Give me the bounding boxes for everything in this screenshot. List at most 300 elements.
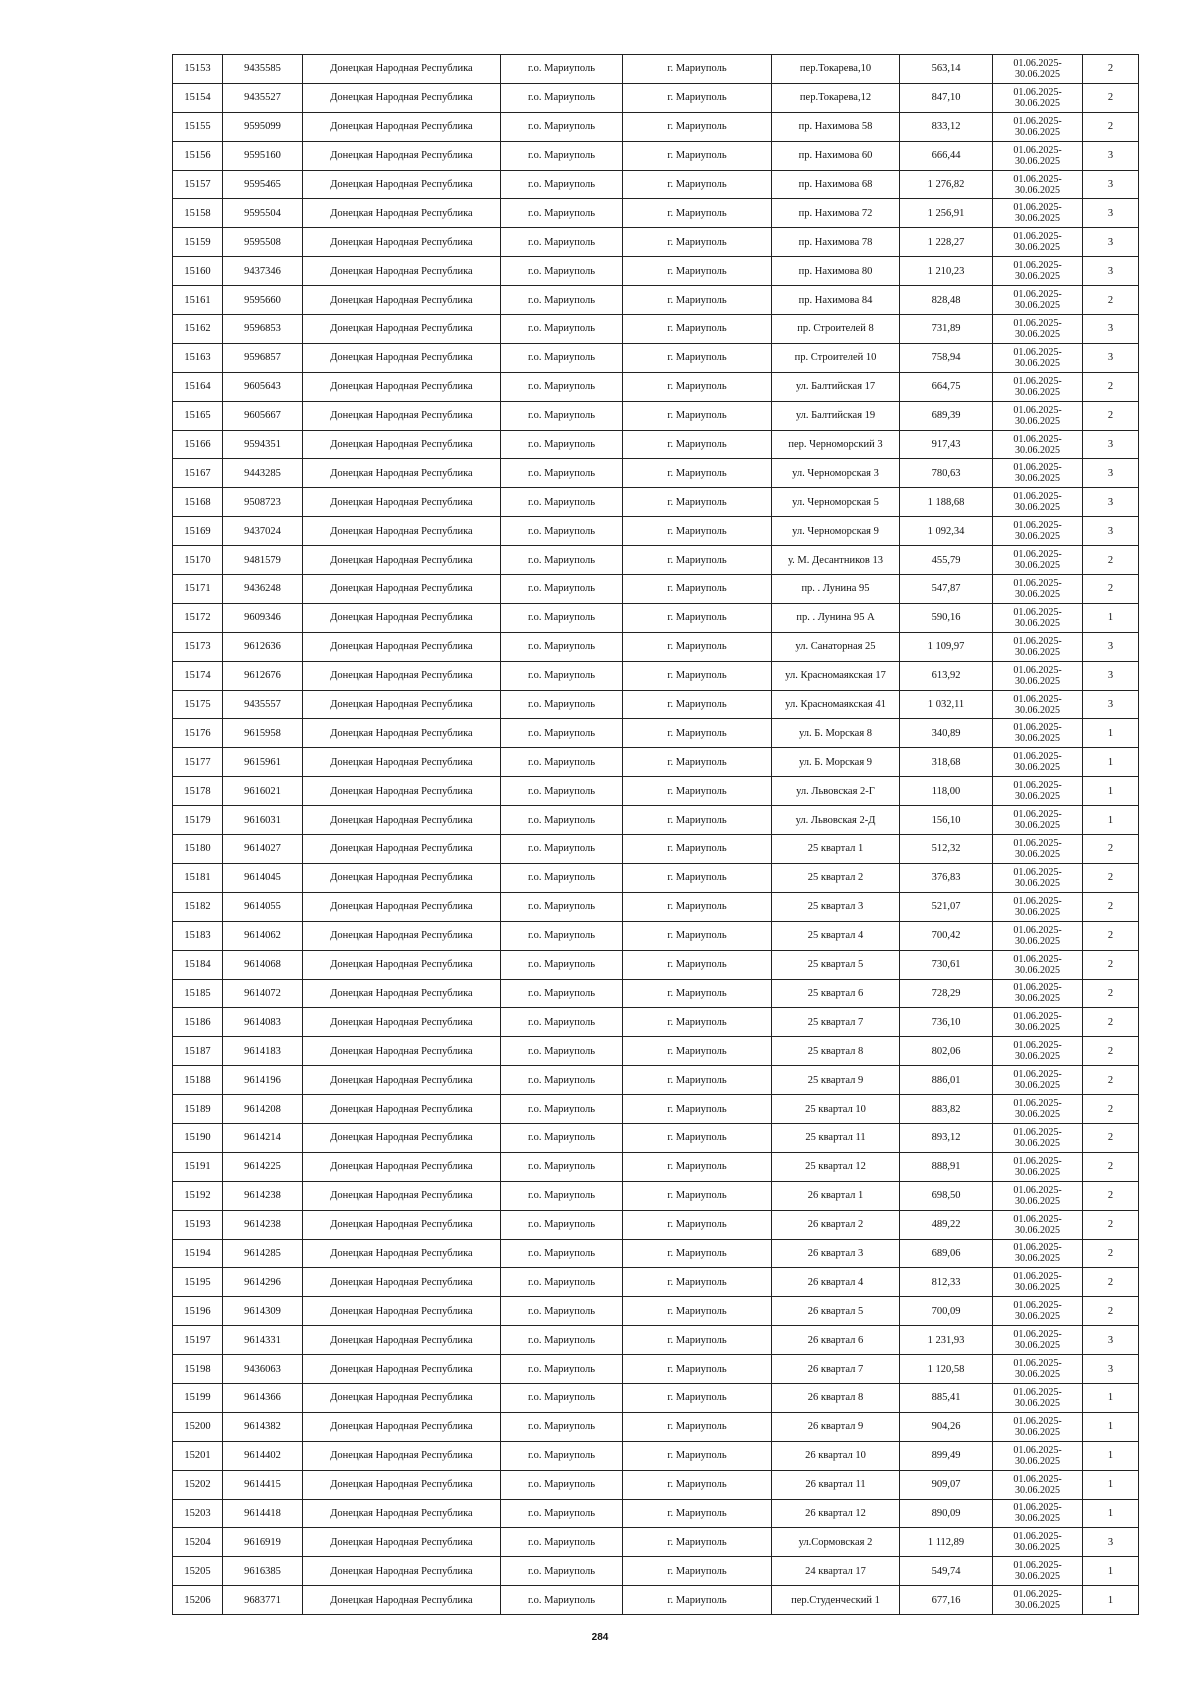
area-cell: 1 231,93 bbox=[900, 1326, 993, 1355]
region-cell: Донецкая Народная Республика bbox=[303, 257, 501, 286]
city-cell: г. Мариуполь bbox=[623, 921, 772, 950]
address-cell: 25 квартал 12 bbox=[772, 1152, 900, 1181]
table-row bbox=[173, 1528, 1139, 1557]
address-cell: 26 квартал 2 bbox=[772, 1210, 900, 1239]
period-cell bbox=[993, 1066, 1083, 1095]
region-cell: Донецкая Народная Республика bbox=[303, 950, 501, 979]
table-row bbox=[173, 83, 1139, 112]
address-cell: пр. Нахимова 72 bbox=[772, 199, 900, 228]
address-cell: ул. Львовская 2-Д bbox=[772, 806, 900, 835]
city-cell: г. Мариуполь bbox=[623, 719, 772, 748]
period-cell bbox=[993, 1355, 1083, 1384]
city-cell: г. Мариуполь bbox=[623, 546, 772, 575]
row-number: 15176 bbox=[173, 719, 223, 748]
category-cell: 3 bbox=[1083, 199, 1139, 228]
table-row bbox=[173, 141, 1139, 170]
row-number: 15161 bbox=[173, 286, 223, 315]
municipality-cell: г.о. Мариуполь bbox=[501, 661, 623, 690]
table-row bbox=[173, 1095, 1139, 1124]
area-cell: 1 109,97 bbox=[900, 632, 993, 661]
table-row bbox=[173, 430, 1139, 459]
period-cell bbox=[993, 1008, 1083, 1037]
row-number: 15198 bbox=[173, 1355, 223, 1384]
period-start: 01.06.2025- bbox=[1013, 1040, 1062, 1052]
municipality-cell: г.о. Мариуполь bbox=[501, 603, 623, 632]
region-cell: Донецкая Народная Республика bbox=[303, 1181, 501, 1210]
period-end: 30.06.2025 bbox=[1015, 820, 1060, 832]
row-number: 15157 bbox=[173, 170, 223, 199]
period-start: 01.06.2025- bbox=[1013, 606, 1062, 618]
address-cell: ул. Б. Морская 9 bbox=[772, 748, 900, 777]
period-cell bbox=[993, 690, 1083, 719]
address-cell: ул. Балтийская 19 bbox=[772, 401, 900, 430]
address-cell: 25 квартал 11 bbox=[772, 1123, 900, 1152]
address-cell: пр. . Лунина 95 bbox=[772, 575, 900, 604]
object-id: 9614055 bbox=[223, 892, 303, 921]
period-start: 01.06.2025- bbox=[1013, 462, 1062, 474]
category-cell: 2 bbox=[1083, 1095, 1139, 1124]
municipality-cell: г.о. Мариуполь bbox=[501, 517, 623, 546]
period-start: 01.06.2025- bbox=[1013, 520, 1062, 532]
region-cell: Донецкая Народная Республика bbox=[303, 748, 501, 777]
period-end: 30.06.2025 bbox=[1015, 357, 1060, 369]
address-cell: 26 квартал 9 bbox=[772, 1412, 900, 1441]
category-cell: 1 bbox=[1083, 1499, 1139, 1528]
area-cell: 340,89 bbox=[900, 719, 993, 748]
table-body bbox=[173, 55, 1139, 1615]
row-number: 15164 bbox=[173, 372, 223, 401]
object-id: 9596857 bbox=[223, 343, 303, 372]
row-number: 15192 bbox=[173, 1181, 223, 1210]
object-id: 9616919 bbox=[223, 1528, 303, 1557]
period-end: 30.06.2025 bbox=[1015, 1166, 1060, 1178]
municipality-cell: г.о. Мариуполь bbox=[501, 1239, 623, 1268]
region-cell: Донецкая Народная Республика bbox=[303, 1586, 501, 1615]
table-row bbox=[173, 661, 1139, 690]
municipality-cell: г.о. Мариуполь bbox=[501, 1268, 623, 1297]
address-cell: ул. Черноморская 9 bbox=[772, 517, 900, 546]
table-row bbox=[173, 719, 1139, 748]
table-row bbox=[173, 690, 1139, 719]
area-cell: 893,12 bbox=[900, 1123, 993, 1152]
region-cell: Донецкая Народная Республика bbox=[303, 1268, 501, 1297]
period-end: 30.06.2025 bbox=[1015, 588, 1060, 600]
area-cell: 689,06 bbox=[900, 1239, 993, 1268]
period-end: 30.06.2025 bbox=[1015, 242, 1060, 254]
region-cell: Донецкая Народная Республика bbox=[303, 921, 501, 950]
period-cell bbox=[993, 863, 1083, 892]
period-cell bbox=[993, 1326, 1083, 1355]
area-cell: 847,10 bbox=[900, 83, 993, 112]
period-cell bbox=[993, 1181, 1083, 1210]
period-end: 30.06.2025 bbox=[1015, 1224, 1060, 1236]
region-cell: Донецкая Народная Республика bbox=[303, 517, 501, 546]
area-cell: 1 120,58 bbox=[900, 1355, 993, 1384]
region-cell: Донецкая Народная Республика bbox=[303, 372, 501, 401]
table-row bbox=[173, 863, 1139, 892]
table-row bbox=[173, 315, 1139, 344]
city-cell: г. Мариуполь bbox=[623, 835, 772, 864]
period-start: 01.06.2025- bbox=[1013, 1011, 1062, 1023]
table-row bbox=[173, 1037, 1139, 1066]
table-row bbox=[173, 1066, 1139, 1095]
period-start: 01.06.2025- bbox=[1013, 375, 1062, 387]
table-row bbox=[173, 1152, 1139, 1181]
period-cell bbox=[993, 661, 1083, 690]
period-cell bbox=[993, 112, 1083, 141]
category-cell: 2 bbox=[1083, 921, 1139, 950]
period-cell bbox=[993, 1528, 1083, 1557]
object-id: 9436063 bbox=[223, 1355, 303, 1384]
category-cell: 3 bbox=[1083, 1355, 1139, 1384]
category-cell: 3 bbox=[1083, 632, 1139, 661]
period-cell bbox=[993, 1557, 1083, 1586]
area-cell: 489,22 bbox=[900, 1210, 993, 1239]
municipality-cell: г.о. Мариуполь bbox=[501, 170, 623, 199]
municipality-cell: г.о. Мариуполь bbox=[501, 1210, 623, 1239]
address-cell: 25 квартал 7 bbox=[772, 1008, 900, 1037]
period-start: 01.06.2025- bbox=[1013, 1069, 1062, 1081]
city-cell: г. Мариуполь bbox=[623, 892, 772, 921]
period-end: 30.06.2025 bbox=[1015, 1369, 1060, 1381]
address-cell: 25 квартал 10 bbox=[772, 1095, 900, 1124]
municipality-cell: г.о. Мариуполь bbox=[501, 343, 623, 372]
period-cell bbox=[993, 603, 1083, 632]
region-cell: Донецкая Народная Республика bbox=[303, 488, 501, 517]
city-cell: г. Мариуполь bbox=[623, 1268, 772, 1297]
area-cell: 1 032,11 bbox=[900, 690, 993, 719]
period-cell bbox=[993, 1268, 1083, 1297]
object-id: 9595508 bbox=[223, 228, 303, 257]
table-row bbox=[173, 575, 1139, 604]
period-start: 01.06.2025- bbox=[1013, 1560, 1062, 1572]
table-row bbox=[173, 1008, 1139, 1037]
region-cell: Донецкая Народная Республика bbox=[303, 112, 501, 141]
row-number: 15194 bbox=[173, 1239, 223, 1268]
table-row bbox=[173, 372, 1139, 401]
object-id: 9594351 bbox=[223, 430, 303, 459]
period-start: 01.06.2025- bbox=[1013, 780, 1062, 792]
category-cell: 1 bbox=[1083, 748, 1139, 777]
municipality-cell: г.о. Мариуполь bbox=[501, 112, 623, 141]
area-cell: 1 210,23 bbox=[900, 257, 993, 286]
address-cell: ул. Львовская 2-Г bbox=[772, 777, 900, 806]
period-end: 30.06.2025 bbox=[1015, 473, 1060, 485]
period-end: 30.06.2025 bbox=[1015, 328, 1060, 340]
table-row bbox=[173, 1499, 1139, 1528]
area-cell: 885,41 bbox=[900, 1383, 993, 1412]
address-cell: ул. Красномаякская 41 bbox=[772, 690, 900, 719]
category-cell: 2 bbox=[1083, 950, 1139, 979]
period-end: 30.06.2025 bbox=[1015, 733, 1060, 745]
period-start: 01.06.2025- bbox=[1013, 1242, 1062, 1254]
municipality-cell: г.о. Мариуполь bbox=[501, 1297, 623, 1326]
area-cell: 802,06 bbox=[900, 1037, 993, 1066]
row-number: 15159 bbox=[173, 228, 223, 257]
category-cell: 2 bbox=[1083, 1066, 1139, 1095]
period-start: 01.06.2025- bbox=[1013, 1444, 1062, 1456]
table-row bbox=[173, 401, 1139, 430]
row-number: 15170 bbox=[173, 546, 223, 575]
period-end: 30.06.2025 bbox=[1015, 646, 1060, 658]
period-cell bbox=[993, 1037, 1083, 1066]
city-cell: г. Мариуполь bbox=[623, 950, 772, 979]
category-cell: 1 bbox=[1083, 1441, 1139, 1470]
municipality-cell: г.о. Мариуполь bbox=[501, 1008, 623, 1037]
object-id: 9614062 bbox=[223, 921, 303, 950]
row-number: 15202 bbox=[173, 1470, 223, 1499]
city-cell: г. Мариуполь bbox=[623, 1412, 772, 1441]
table-row bbox=[173, 1268, 1139, 1297]
municipality-cell: г.о. Мариуполь bbox=[501, 1123, 623, 1152]
row-number: 15186 bbox=[173, 1008, 223, 1037]
address-cell: пр. Нахимова 60 bbox=[772, 141, 900, 170]
category-cell: 2 bbox=[1083, 112, 1139, 141]
row-number: 15153 bbox=[173, 55, 223, 84]
period-end: 30.06.2025 bbox=[1015, 1051, 1060, 1063]
area-cell: 1 188,68 bbox=[900, 488, 993, 517]
category-cell: 3 bbox=[1083, 228, 1139, 257]
row-number: 15162 bbox=[173, 315, 223, 344]
category-cell: 3 bbox=[1083, 141, 1139, 170]
table-row bbox=[173, 257, 1139, 286]
region-cell: Донецкая Народная Республика bbox=[303, 1297, 501, 1326]
municipality-cell: г.о. Мариуполь bbox=[501, 690, 623, 719]
area-cell: 758,94 bbox=[900, 343, 993, 372]
period-cell bbox=[993, 1470, 1083, 1499]
object-id: 9615961 bbox=[223, 748, 303, 777]
region-cell: Донецкая Народная Республика bbox=[303, 141, 501, 170]
object-id: 9612676 bbox=[223, 661, 303, 690]
area-cell: 731,89 bbox=[900, 315, 993, 344]
category-cell: 2 bbox=[1083, 1268, 1139, 1297]
row-number: 15158 bbox=[173, 199, 223, 228]
table-row bbox=[173, 921, 1139, 950]
city-cell: г. Мариуполь bbox=[623, 1528, 772, 1557]
category-cell: 2 bbox=[1083, 1297, 1139, 1326]
period-end: 30.06.2025 bbox=[1015, 68, 1060, 80]
city-cell: г. Мариуполь bbox=[623, 228, 772, 257]
municipality-cell: г.о. Мариуполь bbox=[501, 892, 623, 921]
category-cell: 3 bbox=[1083, 661, 1139, 690]
row-number: 15173 bbox=[173, 632, 223, 661]
object-id: 9614083 bbox=[223, 1008, 303, 1037]
period-end: 30.06.2025 bbox=[1015, 848, 1060, 860]
period-cell bbox=[993, 83, 1083, 112]
row-number: 15182 bbox=[173, 892, 223, 921]
address-cell: 26 квартал 5 bbox=[772, 1297, 900, 1326]
city-cell: г. Мариуполь bbox=[623, 1499, 772, 1528]
municipality-cell: г.о. Мариуполь bbox=[501, 286, 623, 315]
period-start: 01.06.2025- bbox=[1013, 144, 1062, 156]
period-end: 30.06.2025 bbox=[1015, 1484, 1060, 1496]
table-row bbox=[173, 1326, 1139, 1355]
object-id: 9614045 bbox=[223, 863, 303, 892]
object-id: 9614402 bbox=[223, 1441, 303, 1470]
period-end: 30.06.2025 bbox=[1015, 415, 1060, 427]
row-number: 15163 bbox=[173, 343, 223, 372]
address-cell: 26 квартал 1 bbox=[772, 1181, 900, 1210]
period-end: 30.06.2025 bbox=[1015, 675, 1060, 687]
region-cell: Донецкая Народная Республика bbox=[303, 228, 501, 257]
row-number: 15156 bbox=[173, 141, 223, 170]
municipality-cell: г.о. Мариуполь bbox=[501, 835, 623, 864]
row-number: 15204 bbox=[173, 1528, 223, 1557]
address-cell: ул.Сормовская 2 bbox=[772, 1528, 900, 1557]
area-cell: 547,87 bbox=[900, 575, 993, 604]
region-cell: Донецкая Народная Республика bbox=[303, 863, 501, 892]
object-id: 9614238 bbox=[223, 1181, 303, 1210]
municipality-cell: г.о. Мариуполь bbox=[501, 1355, 623, 1384]
region-cell: Донецкая Народная Республика bbox=[303, 199, 501, 228]
address-cell: 25 квартал 1 bbox=[772, 835, 900, 864]
municipality-cell: г.о. Мариуполь bbox=[501, 863, 623, 892]
period-cell bbox=[993, 170, 1083, 199]
object-id: 9595160 bbox=[223, 141, 303, 170]
area-cell: 1 092,34 bbox=[900, 517, 993, 546]
municipality-cell: г.о. Мариуполь bbox=[501, 979, 623, 1008]
address-cell: 25 квартал 3 bbox=[772, 892, 900, 921]
city-cell: г. Мариуполь bbox=[623, 1586, 772, 1615]
period-end: 30.06.2025 bbox=[1015, 1137, 1060, 1149]
object-id: 9614208 bbox=[223, 1095, 303, 1124]
category-cell: 2 bbox=[1083, 1181, 1139, 1210]
period-end: 30.06.2025 bbox=[1015, 1311, 1060, 1323]
city-cell: г. Мариуполь bbox=[623, 343, 772, 372]
address-cell: пр. Строителей 8 bbox=[772, 315, 900, 344]
municipality-cell: г.о. Мариуполь bbox=[501, 83, 623, 112]
period-cell bbox=[993, 141, 1083, 170]
area-cell: 730,61 bbox=[900, 950, 993, 979]
region-cell: Донецкая Народная Республика bbox=[303, 343, 501, 372]
table-row bbox=[173, 1181, 1139, 1210]
city-cell: г. Мариуполь bbox=[623, 1123, 772, 1152]
period-end: 30.06.2025 bbox=[1015, 1426, 1060, 1438]
municipality-cell: г.о. Мариуполь bbox=[501, 55, 623, 84]
period-start: 01.06.2025- bbox=[1013, 57, 1062, 69]
object-id: 9435527 bbox=[223, 83, 303, 112]
period-start: 01.06.2025- bbox=[1013, 837, 1062, 849]
category-cell: 1 bbox=[1083, 1383, 1139, 1412]
object-id: 9614382 bbox=[223, 1412, 303, 1441]
region-cell: Донецкая Народная Республика bbox=[303, 1326, 501, 1355]
region-cell: Донецкая Народная Республика bbox=[303, 835, 501, 864]
period-start: 01.06.2025- bbox=[1013, 1358, 1062, 1370]
period-start: 01.06.2025- bbox=[1013, 751, 1062, 763]
area-cell: 700,42 bbox=[900, 921, 993, 950]
area-cell: 812,33 bbox=[900, 1268, 993, 1297]
address-cell: пр. Нахимова 78 bbox=[772, 228, 900, 257]
area-cell: 677,16 bbox=[900, 1586, 993, 1615]
category-cell: 2 bbox=[1083, 835, 1139, 864]
city-cell: г. Мариуполь bbox=[623, 1441, 772, 1470]
region-cell: Донецкая Народная Республика bbox=[303, 690, 501, 719]
table-row bbox=[173, 1586, 1139, 1615]
period-start: 01.06.2025- bbox=[1013, 1502, 1062, 1514]
region-cell: Донецкая Народная Республика bbox=[303, 1210, 501, 1239]
area-cell: 549,74 bbox=[900, 1557, 993, 1586]
period-start: 01.06.2025- bbox=[1013, 809, 1062, 821]
period-cell bbox=[993, 343, 1083, 372]
period-start: 01.06.2025- bbox=[1013, 86, 1062, 98]
region-cell: Донецкая Народная Республика bbox=[303, 979, 501, 1008]
region-cell: Донецкая Народная Республика bbox=[303, 777, 501, 806]
period-cell bbox=[993, 1441, 1083, 1470]
row-number: 15166 bbox=[173, 430, 223, 459]
address-cell: 26 квартал 8 bbox=[772, 1383, 900, 1412]
city-cell: г. Мариуполь bbox=[623, 1355, 772, 1384]
object-id: 9595465 bbox=[223, 170, 303, 199]
area-cell: 833,12 bbox=[900, 112, 993, 141]
table-row bbox=[173, 1297, 1139, 1326]
city-cell: г. Мариуполь bbox=[623, 1297, 772, 1326]
period-start: 01.06.2025- bbox=[1013, 693, 1062, 705]
address-cell: пр. Нахимова 80 bbox=[772, 257, 900, 286]
category-cell: 3 bbox=[1083, 257, 1139, 286]
object-id: 9614214 bbox=[223, 1123, 303, 1152]
city-cell: г. Мариуполь bbox=[623, 401, 772, 430]
period-end: 30.06.2025 bbox=[1015, 1571, 1060, 1583]
area-cell: 909,07 bbox=[900, 1470, 993, 1499]
region-cell: Донецкая Народная Республика bbox=[303, 1499, 501, 1528]
period-end: 30.06.2025 bbox=[1015, 155, 1060, 167]
address-cell: ул. Черноморская 3 bbox=[772, 459, 900, 488]
period-cell bbox=[993, 1210, 1083, 1239]
table-row bbox=[173, 1412, 1139, 1441]
address-cell: 25 квартал 6 bbox=[772, 979, 900, 1008]
area-cell: 689,39 bbox=[900, 401, 993, 430]
object-id: 9616385 bbox=[223, 1557, 303, 1586]
city-cell: г. Мариуполь bbox=[623, 199, 772, 228]
municipality-cell: г.о. Мариуполь bbox=[501, 1326, 623, 1355]
table-row bbox=[173, 1239, 1139, 1268]
period-start: 01.06.2025- bbox=[1013, 260, 1062, 272]
area-cell: 728,29 bbox=[900, 979, 993, 1008]
category-cell: 1 bbox=[1083, 1586, 1139, 1615]
period-end: 30.06.2025 bbox=[1015, 1600, 1060, 1612]
row-number: 15179 bbox=[173, 806, 223, 835]
period-cell bbox=[993, 806, 1083, 835]
object-id: 9683771 bbox=[223, 1586, 303, 1615]
table-row bbox=[173, 1123, 1139, 1152]
object-id: 9596853 bbox=[223, 315, 303, 344]
period-start: 01.06.2025- bbox=[1013, 549, 1062, 561]
period-start: 01.06.2025- bbox=[1013, 1473, 1062, 1485]
region-cell: Донецкая Народная Республика bbox=[303, 1470, 501, 1499]
row-number: 15181 bbox=[173, 863, 223, 892]
period-cell bbox=[993, 286, 1083, 315]
city-cell: г. Мариуполь bbox=[623, 112, 772, 141]
municipality-cell: г.о. Мариуполь bbox=[501, 1037, 623, 1066]
area-cell: 888,91 bbox=[900, 1152, 993, 1181]
object-id: 9435557 bbox=[223, 690, 303, 719]
period-end: 30.06.2025 bbox=[1015, 1282, 1060, 1294]
city-cell: г. Мариуполь bbox=[623, 83, 772, 112]
period-start: 01.06.2025- bbox=[1013, 491, 1062, 503]
city-cell: г. Мариуполь bbox=[623, 632, 772, 661]
region-cell: Донецкая Народная Республика bbox=[303, 1123, 501, 1152]
table-row bbox=[173, 1383, 1139, 1412]
category-cell: 3 bbox=[1083, 315, 1139, 344]
period-start: 01.06.2025- bbox=[1013, 722, 1062, 734]
table-row bbox=[173, 228, 1139, 257]
municipality-cell: г.о. Мариуполь bbox=[501, 315, 623, 344]
row-number: 15172 bbox=[173, 603, 223, 632]
row-number: 15175 bbox=[173, 690, 223, 719]
period-start: 01.06.2025- bbox=[1013, 115, 1062, 127]
municipality-cell: г.о. Мариуполь bbox=[501, 777, 623, 806]
row-number: 15187 bbox=[173, 1037, 223, 1066]
